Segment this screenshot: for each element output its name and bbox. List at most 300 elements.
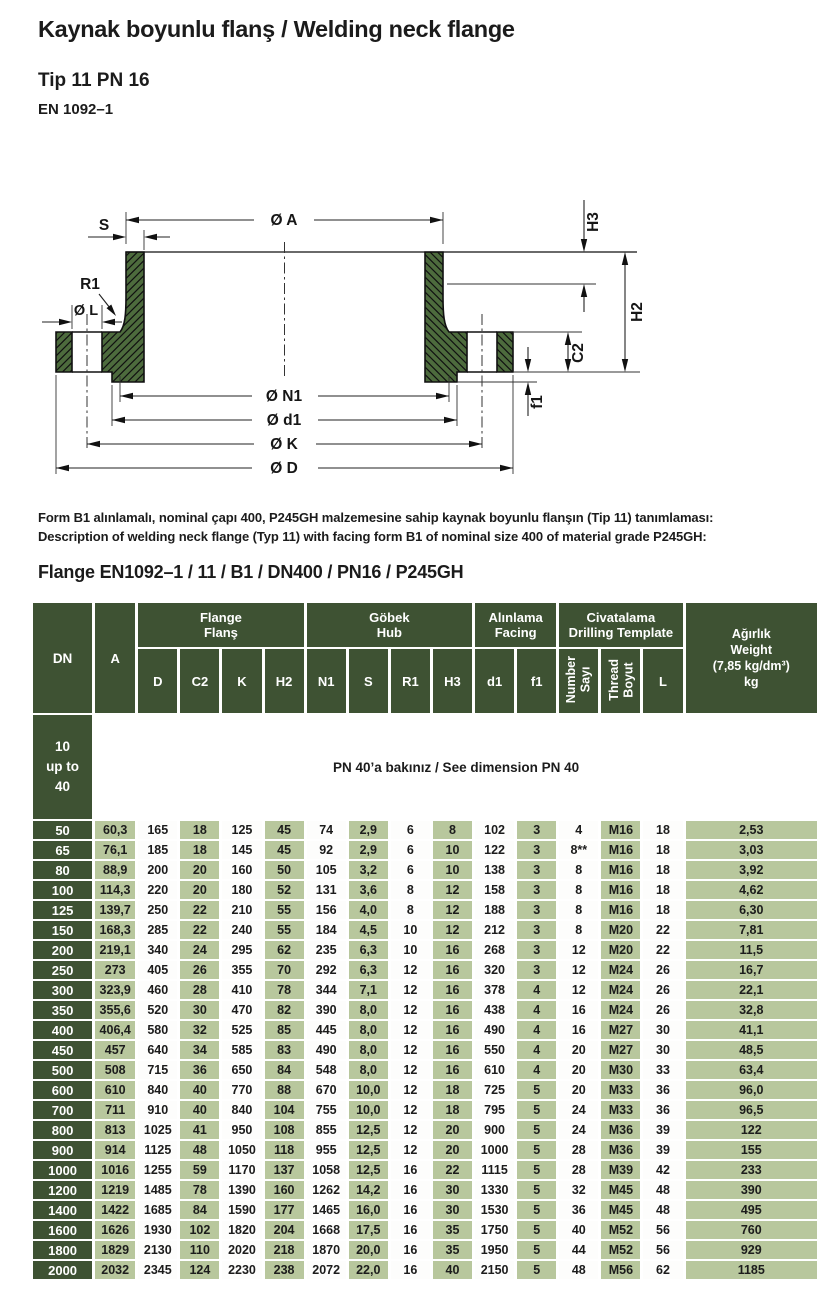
table-cell: 233 — [686, 1161, 817, 1179]
table-cell: 4 — [517, 1021, 556, 1039]
table-cell: 180 — [222, 881, 261, 899]
table-cell: 32 — [559, 1181, 598, 1199]
table-cell: 102 — [475, 821, 514, 839]
table-cell: 42 — [643, 1161, 682, 1179]
table-cell: 22 — [180, 921, 219, 939]
table-cell: 3,6 — [349, 881, 388, 899]
table-cell: 16 — [391, 1161, 430, 1179]
table-cell: 45 — [265, 841, 304, 859]
table-cell: 12 — [391, 1141, 430, 1159]
table-cell: 12 — [391, 1021, 430, 1039]
table-cell: 12,5 — [349, 1141, 388, 1159]
table-cell: 12 — [391, 1081, 430, 1099]
table-cell: M52 — [601, 1221, 640, 1239]
table-cell: 1050 — [222, 1141, 261, 1159]
table-cell: 16 — [433, 941, 472, 959]
table-cell: 3,03 — [686, 841, 817, 859]
table-row — [33, 941, 817, 959]
table-cell: 460 — [138, 981, 177, 999]
flange-section-diagram — [40, 192, 660, 497]
table-cell: M20 — [601, 921, 640, 939]
table-cell: 268 — [475, 941, 514, 959]
table-cell: 6,30 — [686, 901, 817, 919]
table-cell: 1750 — [475, 1221, 514, 1239]
table-cell: 355 — [222, 961, 261, 979]
col-header-c2: C2 — [180, 649, 219, 713]
table-cell: 2150 — [475, 1261, 514, 1279]
table-cell: 12 — [559, 941, 598, 959]
row-dn-label: 200 — [33, 941, 92, 959]
row-dn-label: 1400 — [33, 1201, 92, 1219]
row-dn-label: 400 — [33, 1021, 92, 1039]
table-cell: 7,1 — [349, 981, 388, 999]
table-cell: 10 — [391, 941, 430, 959]
table-cell: 548 — [307, 1061, 346, 1079]
table-cell: 219,1 — [95, 941, 135, 959]
table-cell: 8 — [391, 901, 430, 919]
table-cell: 48 — [180, 1141, 219, 1159]
table-cell: 1930 — [138, 1221, 177, 1239]
header-group-row — [33, 603, 817, 647]
col-header-d: D — [138, 649, 177, 713]
table-cell: 11,5 — [686, 941, 817, 959]
table-row — [33, 881, 817, 899]
table-cell: 30 — [643, 1041, 682, 1059]
table-cell: 5 — [517, 1261, 556, 1279]
table-cell: 12 — [433, 901, 472, 919]
table-cell: 755 — [307, 1101, 346, 1119]
table-cell: 18 — [433, 1101, 472, 1119]
table-cell: 1668 — [307, 1221, 346, 1239]
table-cell: 35 — [433, 1221, 472, 1239]
row-dn-label: 800 — [33, 1121, 92, 1139]
flange-ring-section-left — [56, 332, 72, 372]
table-cell: 39 — [643, 1141, 682, 1159]
table-cell: M33 — [601, 1081, 640, 1099]
table-cell: 28 — [559, 1141, 598, 1159]
table-cell: 85 — [265, 1021, 304, 1039]
table-cell: 1185 — [686, 1261, 817, 1279]
table-cell: 1820 — [222, 1221, 261, 1239]
table-cell: 910 — [138, 1101, 177, 1119]
row-dn-label: 900 — [33, 1141, 92, 1159]
flange-cross-section — [40, 192, 660, 492]
table-cell: 20 — [433, 1121, 472, 1139]
row-dn-label: 50 — [33, 821, 92, 839]
table-cell: 16 — [391, 1181, 430, 1199]
table-cell: 340 — [138, 941, 177, 959]
table-cell: M52 — [601, 1241, 640, 1259]
row-dn-label: 100 — [33, 881, 92, 899]
table-row — [33, 1101, 817, 1119]
table-cell: 1125 — [138, 1141, 177, 1159]
table-cell: 5 — [517, 1201, 556, 1219]
row-dn-label: 150 — [33, 921, 92, 939]
table-cell: M30 — [601, 1061, 640, 1079]
table-cell: 1115 — [475, 1161, 514, 1179]
table-cell: 185 — [138, 841, 177, 859]
table-row — [33, 1241, 817, 1259]
row-dn-label: 250 — [33, 961, 92, 979]
table-cell: 63,4 — [686, 1061, 817, 1079]
table-cell: 131 — [307, 881, 346, 899]
table-cell: 12 — [433, 921, 472, 939]
neck-hub-section-right — [425, 252, 467, 382]
table-cell: 2,9 — [349, 821, 388, 839]
table-cell: 12,5 — [349, 1161, 388, 1179]
table-cell: 20,0 — [349, 1241, 388, 1259]
table-cell: 550 — [475, 1041, 514, 1059]
table-cell: 406,4 — [95, 1021, 135, 1039]
col-header-s: S — [349, 649, 388, 713]
table-cell: 2230 — [222, 1261, 261, 1279]
table-cell: 295 — [222, 941, 261, 959]
table-cell: 3,2 — [349, 861, 388, 879]
table-cell: 4,5 — [349, 921, 388, 939]
table-row — [33, 1181, 817, 1199]
table-cell: 200 — [138, 861, 177, 879]
table-cell: 610 — [475, 1061, 514, 1079]
table-cell: M16 — [601, 841, 640, 859]
table-cell: 273 — [95, 961, 135, 979]
table-cell: 16 — [391, 1261, 430, 1279]
table-cell: 20 — [559, 1041, 598, 1059]
table-cell: 55 — [265, 901, 304, 919]
table-cell: 5 — [517, 1181, 556, 1199]
flange-ring-section-right — [497, 332, 513, 372]
table-cell: 3 — [517, 921, 556, 939]
row-dn-label: 450 — [33, 1041, 92, 1059]
neck-hub-section-left — [102, 252, 144, 382]
table-cell: 1422 — [95, 1201, 135, 1219]
table-cell: 32,8 — [686, 1001, 817, 1019]
table-cell: 96,5 — [686, 1101, 817, 1119]
table-cell: M24 — [601, 961, 640, 979]
table-cell: 8,0 — [349, 1001, 388, 1019]
table-cell: 12,5 — [349, 1121, 388, 1139]
row-dn-label: 700 — [33, 1101, 92, 1119]
table-cell: 490 — [475, 1021, 514, 1039]
table-cell: M36 — [601, 1141, 640, 1159]
table-cell: 184 — [307, 921, 346, 939]
row-dn-label: 500 — [33, 1061, 92, 1079]
table-cell: 52 — [265, 881, 304, 899]
table-cell: M16 — [601, 881, 640, 899]
table-cell: 3,92 — [686, 861, 817, 879]
table-cell: 4,0 — [349, 901, 388, 919]
table-cell: 36 — [643, 1081, 682, 1099]
table-cell: 32 — [180, 1021, 219, 1039]
table-cell: 28 — [180, 981, 219, 999]
bolt-number-rotated-label: Number Sayı — [564, 655, 593, 704]
table-cell: M20 — [601, 941, 640, 959]
table-cell: 212 — [475, 921, 514, 939]
table-cell: 76,1 — [95, 841, 135, 859]
table-row — [33, 1141, 817, 1159]
table-cell: 580 — [138, 1021, 177, 1039]
table-cell: 390 — [307, 1001, 346, 1019]
table-cell: 48 — [559, 1261, 598, 1279]
table-row — [33, 1061, 817, 1079]
table-cell: 8 — [391, 881, 430, 899]
type-pressure-rating: Tip 11 PN 16 — [38, 70, 150, 91]
table-cell: 84 — [180, 1201, 219, 1219]
table-cell: 840 — [222, 1101, 261, 1119]
table-cell: 108 — [265, 1121, 304, 1139]
table-cell: 41,1 — [686, 1021, 817, 1039]
table-row — [33, 1261, 817, 1279]
table-cell: 405 — [138, 961, 177, 979]
row-dn-label: 1000 — [33, 1161, 92, 1179]
table-cell: 24 — [559, 1101, 598, 1119]
table-cell: 165 — [138, 821, 177, 839]
table-cell: 30 — [180, 1001, 219, 1019]
table-cell: 238 — [265, 1261, 304, 1279]
table-row — [33, 981, 817, 999]
table-cell: 145 — [222, 841, 261, 859]
table-cell: 650 — [222, 1061, 261, 1079]
table-cell: 813 — [95, 1121, 135, 1139]
table-cell: 14,2 — [349, 1181, 388, 1199]
table-row — [33, 1081, 817, 1099]
standard-number: EN 1092–1 — [38, 101, 114, 118]
table-cell: 74 — [307, 821, 346, 839]
table-cell: 8 — [559, 861, 598, 879]
table-row — [33, 1221, 817, 1239]
table-cell: 16 — [559, 1001, 598, 1019]
table-cell: 855 — [307, 1121, 346, 1139]
group-header-drilling-template: Civatalama Drilling Template — [559, 603, 682, 647]
table-cell: 6 — [391, 821, 430, 839]
table-cell: 1626 — [95, 1221, 135, 1239]
table-cell: 3 — [517, 881, 556, 899]
table-cell: 10 — [433, 861, 472, 879]
table-cell: 1262 — [307, 1181, 346, 1199]
table-cell: M33 — [601, 1101, 640, 1119]
table-cell: 188 — [475, 901, 514, 919]
table-cell: 457 — [95, 1041, 135, 1059]
table-cell: 10,0 — [349, 1081, 388, 1099]
dim-label-K: Ø K — [270, 436, 298, 453]
table-cell: 40 — [433, 1261, 472, 1279]
table-cell: 950 — [222, 1121, 261, 1139]
row-dn-label: 65 — [33, 841, 92, 859]
table-row — [33, 861, 817, 879]
col-header-thread-size — [601, 649, 640, 713]
table-cell: 26 — [643, 1001, 682, 1019]
table-cell: 88 — [265, 1081, 304, 1099]
col-header-weight: Ağırlık Weight (7,85 kg/dm³) kg — [686, 603, 817, 713]
table-cell: 84 — [265, 1061, 304, 1079]
table-cell: 7,81 — [686, 921, 817, 939]
dim-label-C2: C2 — [570, 343, 587, 363]
table-row — [33, 1121, 817, 1139]
table-cell: 1219 — [95, 1181, 135, 1199]
table-cell: 1330 — [475, 1181, 514, 1199]
table-cell: M27 — [601, 1021, 640, 1039]
group-header-facing: Alınlama Facing — [475, 603, 556, 647]
group-header-flange: Flange Flanş — [138, 603, 303, 647]
table-cell: 4 — [559, 821, 598, 839]
table-cell: 55 — [265, 921, 304, 939]
table-row — [33, 921, 817, 939]
table-cell: M24 — [601, 1001, 640, 1019]
col-header-k: K — [222, 649, 261, 713]
dim-label-R1: R1 — [80, 276, 100, 293]
table-cell: 24 — [559, 1121, 598, 1139]
table-cell: 12 — [559, 981, 598, 999]
table-cell: M45 — [601, 1181, 640, 1199]
table-cell: 585 — [222, 1041, 261, 1059]
table-cell: 160 — [222, 861, 261, 879]
table-cell: 3 — [517, 961, 556, 979]
table-cell: 929 — [686, 1241, 817, 1259]
table-cell: 62 — [265, 941, 304, 959]
thread-size-rotated-label: Thread Boyut — [606, 658, 635, 701]
table-cell: 438 — [475, 1001, 514, 1019]
table-cell: 495 — [686, 1201, 817, 1219]
table-cell: 3 — [517, 861, 556, 879]
table-cell: 914 — [95, 1141, 135, 1159]
table-cell: 900 — [475, 1121, 514, 1139]
table-cell: 1016 — [95, 1161, 135, 1179]
table-cell: 4 — [517, 1041, 556, 1059]
table-cell: 4 — [517, 1061, 556, 1079]
table-cell: 48,5 — [686, 1041, 817, 1059]
table-cell: M36 — [601, 1121, 640, 1139]
table-cell: 60,3 — [95, 821, 135, 839]
table-cell: 26 — [643, 961, 682, 979]
table-cell: 45 — [265, 821, 304, 839]
table-cell: 168,3 — [95, 921, 135, 939]
table-cell: 1170 — [222, 1161, 261, 1179]
table-cell: 5 — [517, 1121, 556, 1139]
dim-label-A: Ø A — [270, 212, 298, 229]
col-header-n1: N1 — [307, 649, 346, 713]
table-cell: 16 — [433, 1041, 472, 1059]
table-cell: 41 — [180, 1121, 219, 1139]
table-cell: 390 — [686, 1181, 817, 1199]
table-row — [33, 1201, 817, 1219]
table-cell: 12 — [391, 1121, 430, 1139]
dimension-table — [30, 601, 820, 1281]
table-cell: 70 — [265, 961, 304, 979]
table-cell: 2020 — [222, 1241, 261, 1259]
dim-label-N1: Ø N1 — [265, 388, 303, 405]
row-dn-label: 2000 — [33, 1261, 92, 1279]
col-header-bolt-number — [559, 649, 598, 713]
table-cell: 35 — [433, 1241, 472, 1259]
table-cell: 8 — [559, 921, 598, 939]
table-cell: 344 — [307, 981, 346, 999]
table-cell: M24 — [601, 981, 640, 999]
table-cell: 1025 — [138, 1121, 177, 1139]
table-row — [33, 1161, 817, 1179]
table-cell: 2072 — [307, 1261, 346, 1279]
table-row — [33, 1021, 817, 1039]
table-cell: M27 — [601, 1041, 640, 1059]
dim-label-H2: H2 — [629, 302, 646, 322]
table-cell: 114,3 — [95, 881, 135, 899]
col-header-dn: DN — [33, 603, 92, 713]
table-cell: 16 — [433, 1061, 472, 1079]
col-header-a: A — [95, 603, 135, 713]
col-header-h3: H3 — [433, 649, 472, 713]
row-dn-label: 300 — [33, 981, 92, 999]
table-cell: 5 — [517, 1161, 556, 1179]
table-cell: 1685 — [138, 1201, 177, 1219]
table-cell: 22 — [433, 1161, 472, 1179]
table-cell: 5 — [517, 1221, 556, 1239]
table-cell: 3 — [517, 821, 556, 839]
table-cell: 18 — [643, 861, 682, 879]
table-cell: 5 — [517, 1241, 556, 1259]
table-cell: 36 — [180, 1061, 219, 1079]
table-cell: 137 — [265, 1161, 304, 1179]
table-cell: 4,62 — [686, 881, 817, 899]
table-cell: 520 — [138, 1001, 177, 1019]
table-cell: 92 — [307, 841, 346, 859]
table-cell: 20 — [559, 1061, 598, 1079]
table-cell: 139,7 — [95, 901, 135, 919]
table-cell: 715 — [138, 1061, 177, 1079]
table-row — [33, 841, 817, 859]
table-row — [33, 1001, 817, 1019]
table-cell: 122 — [475, 841, 514, 859]
see-pn40-note: PN 40’a bakınız / See dimension PN 40 — [95, 715, 817, 819]
dim-label-f1: f1 — [529, 395, 546, 409]
table-cell: 640 — [138, 1041, 177, 1059]
table-row — [33, 1041, 817, 1059]
flange-designation: Flange EN1092–1 / 11 / B1 / DN400 / PN16 / P245GH — [38, 562, 464, 582]
table-row — [33, 961, 817, 979]
table-cell: 22,0 — [349, 1261, 388, 1279]
table-cell: 5 — [517, 1141, 556, 1159]
group-header-hub: Göbek Hub — [307, 603, 472, 647]
table-cell: 88,9 — [95, 861, 135, 879]
col-header-l: L — [643, 649, 682, 713]
table-cell: 12 — [559, 961, 598, 979]
table-cell: 508 — [95, 1061, 135, 1079]
table-cell: 18 — [643, 821, 682, 839]
table-cell: 6 — [391, 841, 430, 859]
table-cell: 138 — [475, 861, 514, 879]
table-cell: 12 — [391, 981, 430, 999]
table-cell: 78 — [265, 981, 304, 999]
table-cell: 725 — [475, 1081, 514, 1099]
table-cell: 83 — [265, 1041, 304, 1059]
table-cell: 59 — [180, 1161, 219, 1179]
table-cell: 840 — [138, 1081, 177, 1099]
table-cell: 18 — [643, 841, 682, 859]
table-cell: 2345 — [138, 1261, 177, 1279]
table-cell: 44 — [559, 1241, 598, 1259]
table-cell: 378 — [475, 981, 514, 999]
table-row-dn10-40 — [33, 715, 817, 819]
table-cell: 102 — [180, 1221, 219, 1239]
table-cell: 5 — [517, 1101, 556, 1119]
table-cell: 110 — [180, 1241, 219, 1259]
table-cell: 18 — [643, 881, 682, 899]
col-header-d1: d1 — [475, 649, 514, 713]
table-cell: 240 — [222, 921, 261, 939]
description-block — [38, 508, 713, 546]
table-cell: 1829 — [95, 1241, 135, 1259]
table-cell: 4 — [517, 1001, 556, 1019]
table-cell: 124 — [180, 1261, 219, 1279]
table-cell: 104 — [265, 1101, 304, 1119]
table-cell: 525 — [222, 1021, 261, 1039]
